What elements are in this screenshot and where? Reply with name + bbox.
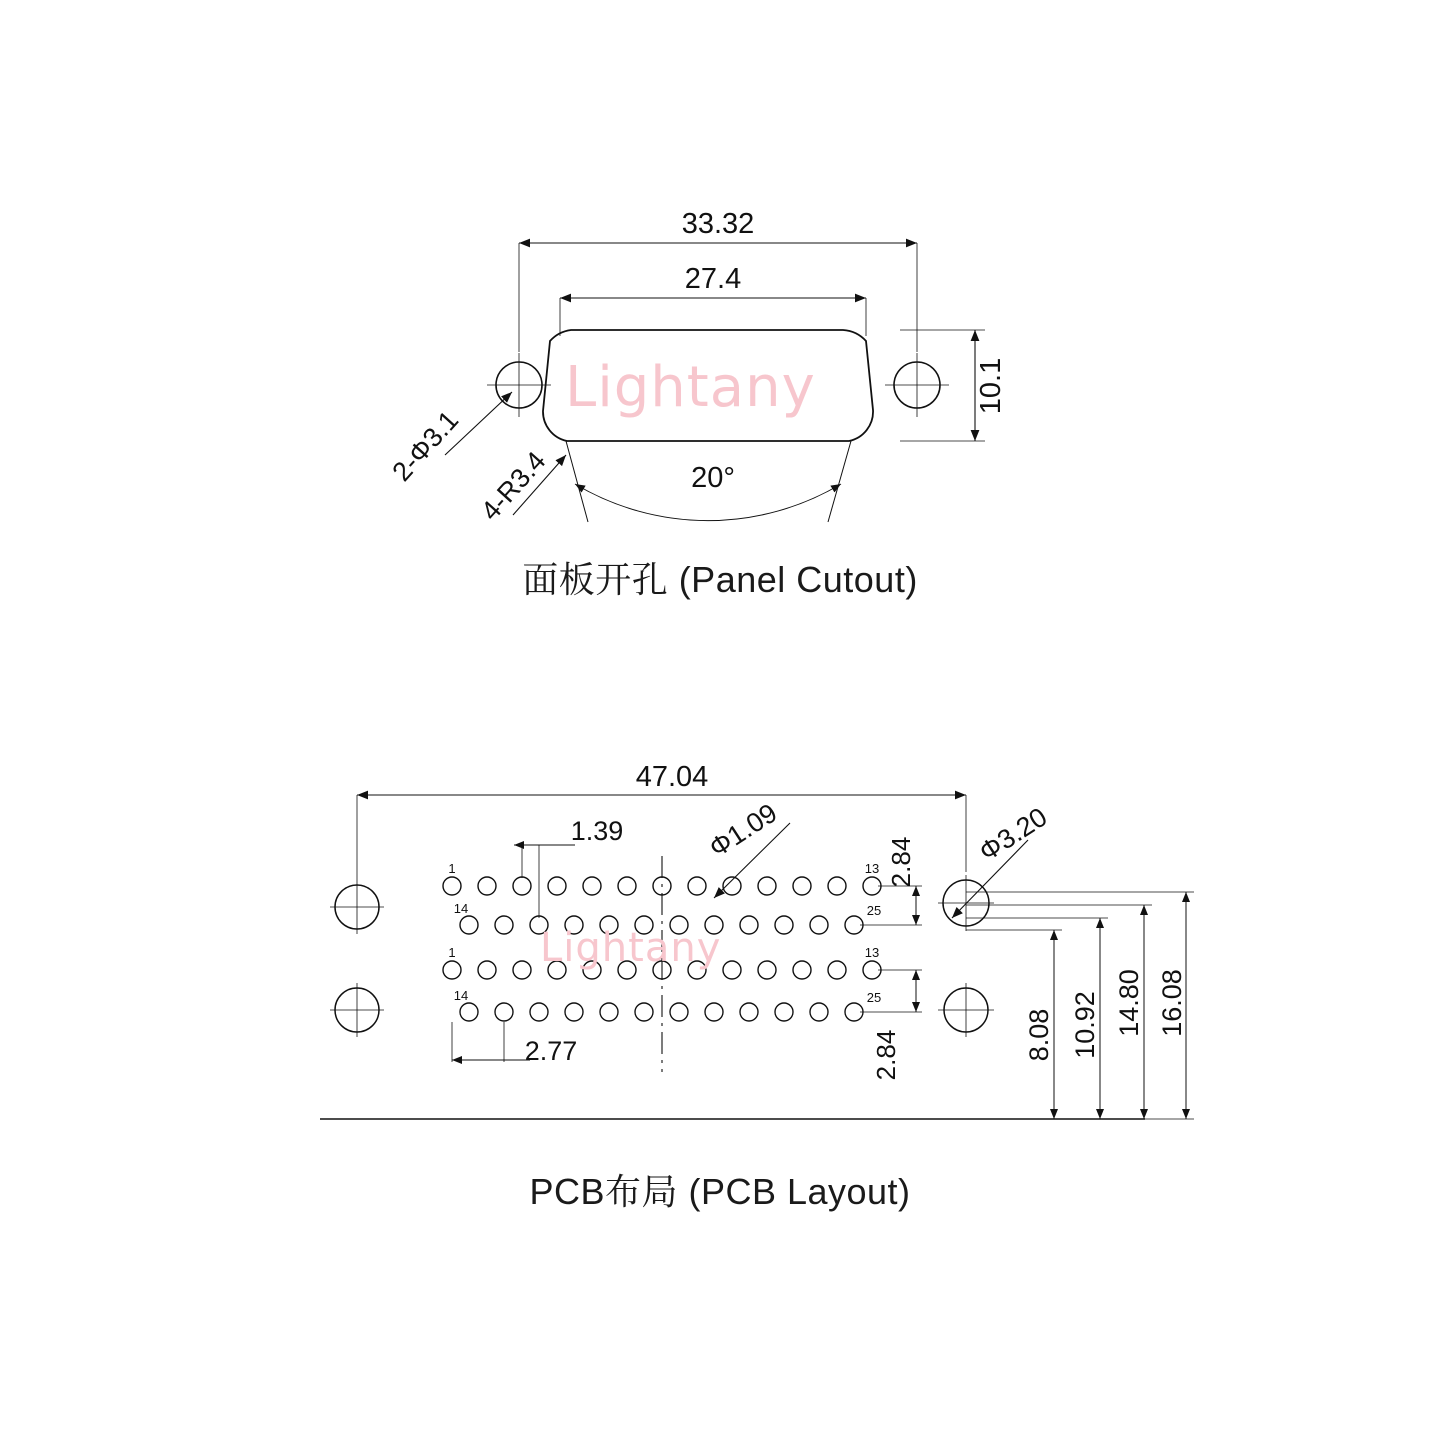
pin-label-bottom-second: 14 <box>453 988 469 1003</box>
dim-pcb-pitch-x: 1.39 <box>570 816 624 846</box>
dim-pcb-v4: 16.08 <box>1157 969 1187 1037</box>
pin-label-top-last-bottom: 25 <box>866 903 882 918</box>
dim-panel-holes: 2-Φ3.1 <box>386 405 465 487</box>
pin-label-top-last: 13 <box>864 861 880 876</box>
pin-label-top-second: 14 <box>453 901 469 916</box>
dim-panel-overall-width: 33.32 <box>681 208 755 240</box>
pin-label-bottom-first: 1 <box>448 945 456 960</box>
dim-pcb-mount-hole: Φ3.20 <box>973 801 1053 868</box>
dim-pcb-v2: 10.92 <box>1070 991 1100 1059</box>
caption-panel-cutout: 面板开孔 (Panel Cutout) <box>522 559 918 600</box>
pin-label-bottom-last-bottom: 25 <box>866 990 882 1005</box>
dim-pcb-v1: 8.08 <box>1024 1008 1054 1062</box>
pin-label-top-first: 1 <box>448 861 456 876</box>
dim-pcb-v3: 14.80 <box>1114 969 1144 1037</box>
dim-pcb-pin-hole: Φ1.09 <box>703 797 783 864</box>
dim-panel-opening-width: 27.4 <box>684 263 742 295</box>
caption-pcb-layout: PCB布局 (PCB Layout) <box>529 1171 911 1212</box>
dim-panel-radius: 4-R3.4 <box>475 445 552 527</box>
dim-pcb-row-gap-lower: 2.84 <box>871 1029 901 1081</box>
dim-panel-angle: 20° <box>691 462 735 494</box>
dim-panel-height: 10.1 <box>975 357 1007 415</box>
dim-pcb-row-gap-upper: 2.84 <box>886 836 916 888</box>
dim-pcb-pitch-x2: 2.77 <box>524 1036 578 1066</box>
watermark-pcb: Lightany <box>540 925 722 971</box>
watermark-panel: Lightany <box>565 355 816 420</box>
pin-label-bottom-last: 13 <box>864 945 880 960</box>
dim-pcb-overall-width: 47.04 <box>635 761 709 793</box>
